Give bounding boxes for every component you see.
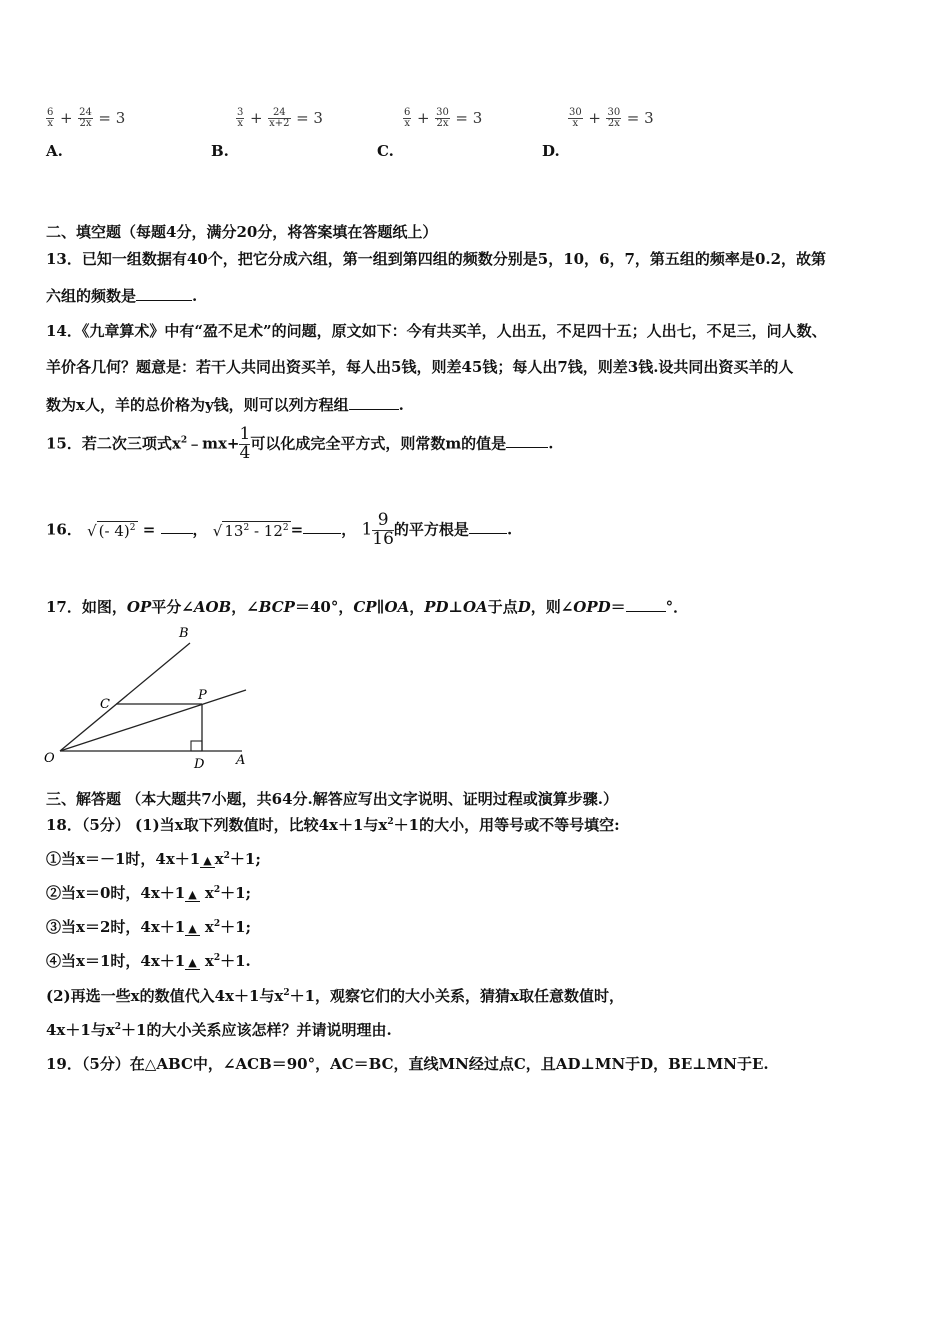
text: x (199, 884, 214, 902)
square-root: √ (- 4)$^2$ (87, 521, 136, 540)
text: 平分∠ (151, 598, 194, 616)
text: OA (462, 598, 488, 616)
text: ＝40°， (294, 598, 354, 616)
text: 数为x人，羊的总价格为y钱，则可以列方程组 (46, 396, 349, 414)
text: 六组的频数是 (46, 287, 137, 305)
text: 17．如图， (46, 598, 127, 616)
text: ①当x＝－1时，4x＋1 (46, 850, 201, 868)
section-heading: 三、解答题 （本大题共7小题，共64分.解答应写出文字说明、证明过程或演算步骤.） (46, 790, 618, 808)
numerator: 3 (237, 107, 244, 118)
option-b (236, 108, 323, 129)
question-16 (46, 512, 512, 549)
text: = (290, 520, 304, 539)
equals: = 3 (455, 109, 483, 127)
exponent: 2 (213, 919, 221, 929)
ray-op (60, 690, 246, 751)
square-root: √ $13^2 - 12^2$ (212, 521, 289, 540)
text: ⊥ (448, 598, 463, 616)
question-18-part2 (46, 985, 624, 1006)
text: CP (353, 598, 377, 616)
fraction (46, 108, 54, 129)
label-b: B (179, 626, 189, 641)
geometry-figure (40, 620, 260, 770)
text: (2)再选一些x的数值代入4x＋1与x (46, 987, 284, 1005)
text: ， (341, 520, 357, 539)
radicand: (- 4) (98, 521, 130, 540)
label-o: O (44, 751, 55, 766)
numerator: 30 (607, 107, 621, 118)
numerator: 30 (436, 107, 449, 118)
plus-sign: + (416, 109, 430, 127)
fraction (236, 108, 244, 129)
text: 4x＋1与x (46, 1021, 115, 1039)
text: . (398, 396, 404, 414)
plus-sign: + (59, 109, 73, 127)
denominator: x (47, 118, 53, 129)
text: x (214, 850, 224, 868)
exponent: 2 (223, 851, 230, 861)
question-18-item (46, 848, 261, 869)
question-18-line (46, 814, 620, 835)
text: ＋1; (220, 884, 252, 902)
fraction (239, 426, 250, 463)
text: = (142, 520, 156, 539)
question-18-item (46, 916, 251, 937)
text: PD (424, 598, 449, 616)
exponent: 2 (180, 435, 188, 446)
option-b-label: B. (211, 142, 229, 160)
question-19: 19．（5分）在△ABC中，∠ACB＝90°，AC＝BC，直线MN经过点C，且AD⊥MN于D，BE⊥MN于E. (46, 1055, 769, 1073)
plus-sign: + (249, 109, 263, 127)
text: ∥ (376, 598, 385, 616)
text: ，则∠ (530, 598, 574, 616)
exponent: 2 (243, 522, 250, 533)
text: °． (665, 598, 689, 616)
text: . (506, 520, 513, 539)
answer-blank (349, 394, 399, 410)
option-c-label: C. (377, 142, 394, 160)
text: 可以化成完全平方式，则常数m的值是 (250, 434, 507, 453)
fraction (372, 512, 394, 549)
text: ＝ (610, 598, 626, 616)
fraction (78, 108, 93, 129)
question-15 (46, 426, 553, 463)
text: ②当x＝0时，4x＋1 (46, 884, 186, 902)
text: ③当x＝2时，4x＋1 (46, 918, 186, 936)
option-c (403, 108, 482, 129)
text: AOB (193, 598, 232, 616)
numerator: 6 (47, 107, 54, 118)
question-14-line: 羊价各几何？题意是：若干人共同出资买羊，每人出5钱，则差45钱；每人出7钱，则差3钱.设共同出资买羊的人 (46, 358, 794, 376)
plus-sign: + (588, 109, 601, 127)
text: ＋1，观察它们的大小关系，猜猜x取任意数值时， (289, 987, 624, 1005)
text: ＋1. (220, 952, 251, 970)
question-18-item (46, 950, 251, 971)
equals: = 3 (296, 109, 323, 127)
numerator: 24 (79, 107, 92, 118)
question-14-line: 14．《九章算术》中有“盈不足术”的问题，原文如下：今有共买羊，人出五，不足四十五；人出七，不足三，问人数、 (46, 322, 827, 340)
text: x (199, 952, 214, 970)
label-p: P (198, 688, 207, 703)
denominator: x (572, 118, 579, 129)
section-heading: 二、填空题（每题4分，满分20分，将答案填在答题纸上） (46, 223, 438, 241)
denominator: x (237, 118, 243, 129)
numerator: 6 (404, 107, 411, 118)
text: OA (384, 598, 410, 616)
numerator: 1 (239, 424, 251, 444)
text: 16． (46, 520, 82, 539)
option-d-label: D. (542, 142, 560, 160)
equals: = 3 (98, 109, 126, 127)
option-d (568, 108, 654, 129)
denominator: x (404, 118, 410, 129)
answer-blank (626, 596, 666, 612)
text: ＋1; (229, 850, 261, 868)
answer-blank (136, 285, 192, 301)
label-d: D (194, 757, 205, 770)
text: 15．若二次三项式x (46, 434, 181, 453)
exponent: 2 (387, 817, 394, 827)
option-a (46, 108, 125, 129)
exponent: 2 (213, 885, 221, 895)
question-13-line: 13．已知一组数据有40个，把它分成六组，第一组到第四组的频数分别是5，10，6，7，第五组的频率是0.2，故第 (46, 250, 827, 268)
question-14-line (46, 394, 404, 415)
denominator: 2x (436, 118, 449, 129)
text: ﹣mx+ (187, 434, 240, 453)
question-17 (46, 596, 688, 617)
numerator: 30 (569, 107, 582, 118)
text: ＋1的大小，用等号或不等号填空: (393, 816, 620, 834)
label-a: A (236, 753, 246, 768)
ray-ob (60, 643, 190, 751)
exponent: 2 (283, 988, 290, 998)
equals: = 3 (626, 109, 654, 127)
exponent: 2 (129, 522, 136, 533)
label-c: C (100, 697, 110, 712)
right-angle-mark (191, 741, 202, 751)
text: ， (192, 520, 208, 539)
text: BCP (258, 598, 295, 616)
text: ＋1的大小关系应该怎样？并请说明理由. (121, 1021, 392, 1039)
triangle-blank: ▲ (185, 889, 199, 902)
fraction (606, 108, 621, 129)
mixed-number-whole: 1 (361, 519, 373, 540)
answer-blank (303, 518, 341, 534)
denominator: 2x (79, 118, 92, 129)
denominator: x+2 (269, 118, 290, 129)
fraction (268, 108, 290, 129)
fraction (403, 108, 411, 129)
radicand: - 12 (249, 521, 283, 540)
text: OP (126, 598, 152, 616)
text: 18．（5分） (1)当x取下列数值时，比较4x＋1与x (46, 816, 388, 834)
text: x (199, 918, 214, 936)
text: ④当x＝1时，4x＋1 (46, 952, 186, 970)
text: D (517, 598, 531, 616)
question-18-part2 (46, 1019, 392, 1040)
exponent: 2 (114, 1022, 122, 1032)
text: OPD (573, 598, 611, 616)
fraction (568, 108, 583, 129)
answer-blank (469, 518, 507, 534)
text: ， (409, 598, 425, 616)
numerator: 24 (268, 108, 290, 119)
text: . (192, 287, 198, 305)
exponent: 2 (282, 522, 289, 533)
text: 于点 (487, 598, 518, 616)
exponent: 2 (213, 953, 221, 963)
triangle-blank: ▲ (200, 855, 214, 868)
triangle-blank: ▲ (185, 957, 199, 970)
radicand: 13 (224, 521, 244, 540)
triangle-blank: ▲ (185, 923, 199, 936)
numerator: 9 (372, 512, 394, 531)
question-13-line (46, 285, 197, 306)
denominator: 2x (607, 118, 620, 129)
question-18-item (46, 882, 251, 903)
answer-blank (506, 432, 548, 448)
denominator: 4 (239, 442, 251, 463)
fraction (435, 108, 450, 129)
text: . (548, 434, 554, 453)
answer-blank (161, 518, 193, 534)
text: 的平方根是 (393, 520, 469, 539)
text: ，∠ (231, 598, 259, 616)
text: ＋1; (220, 918, 252, 936)
option-a-label: A. (46, 142, 63, 160)
denominator: 16 (372, 528, 394, 549)
